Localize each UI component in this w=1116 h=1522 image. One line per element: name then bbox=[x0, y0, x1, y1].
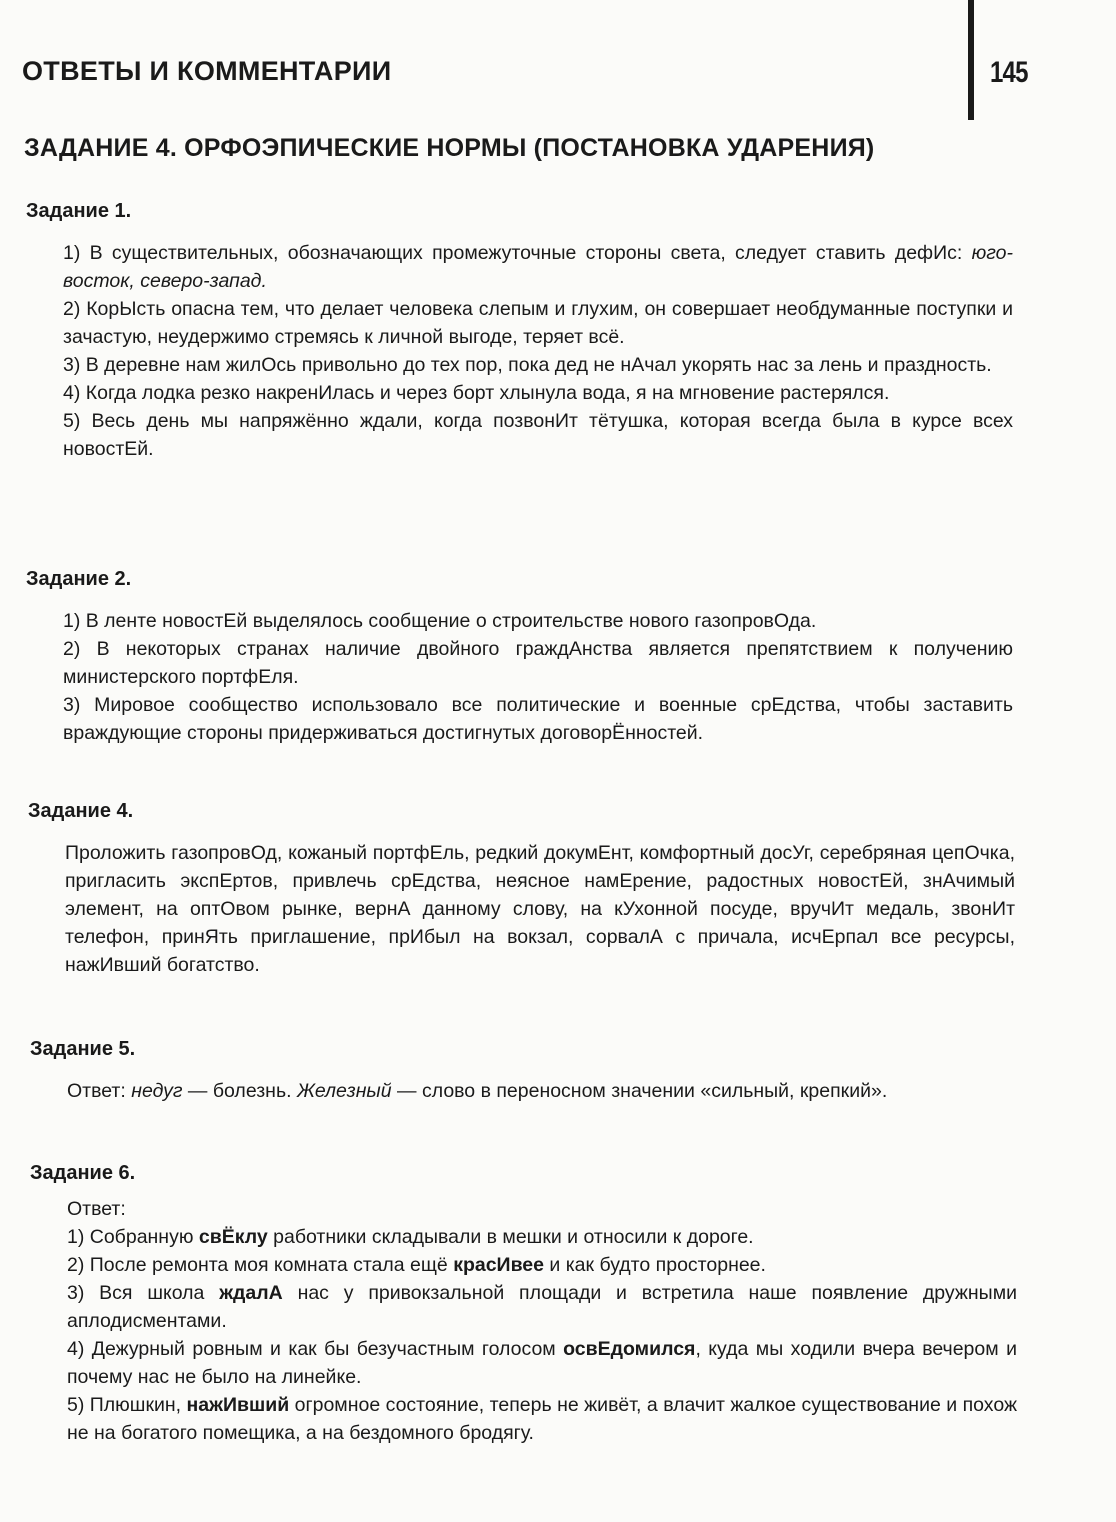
task-2-item: 2) В некоторых странах наличие двойного граждАнства является препятствием к получению министерского портфЕля. bbox=[63, 638, 1013, 688]
task-1-body bbox=[26, 239, 1013, 463]
task-6-body bbox=[30, 1195, 1017, 1447]
running-header: ОТВЕТЫ И КОММЕНТАРИИ bbox=[22, 56, 392, 86]
task-5-body bbox=[30, 1077, 1017, 1105]
task-2 bbox=[26, 568, 1013, 747]
task-6-item-bold: ждалА bbox=[219, 1282, 283, 1304]
task-6-item: 5) Плюшкин, нажИвший огромное состояние, теперь не живёт, а влачит жалкое существование и похож не на богатого помещика, а на бездомного бродягу. bbox=[67, 1394, 1017, 1444]
task-2-heading: Задание 2. bbox=[26, 568, 132, 590]
task-6-item: 2) После ремонта моя комната стала ещё красИвее и как будто просторнее. bbox=[67, 1254, 766, 1276]
task-1 bbox=[26, 200, 1013, 463]
task-5 bbox=[30, 1038, 1017, 1105]
task-1-item: 1) В существительных, обозначающих промежуточные стороны света, следует ставить дефИс: юго-восток, северо-запад. bbox=[63, 242, 1013, 292]
task-4-heading: Задание 4. bbox=[28, 800, 134, 822]
task-4 bbox=[28, 800, 1015, 979]
task-1-item: 5) Весь день мы напряжённо ждали, когда позвонИт тётушка, которая всегда была в курсе всех новостЕй. bbox=[63, 410, 1013, 460]
task-6-item: 1) Собранную свЁклу работники складывали в мешки и относили к дороге. bbox=[67, 1226, 754, 1248]
task-5-term: недуг bbox=[131, 1080, 183, 1102]
task-6-item-bold: нажИвший bbox=[186, 1394, 290, 1416]
task-1-item: 3) В деревне нам жилОсь привольно до тех пор, пока дед не нАчал укорять нас за лень и праздность. bbox=[63, 354, 992, 376]
page-number: 145 bbox=[990, 56, 1028, 89]
task-6-item: 3) Вся школа ждалА нас у привокзальной площади и встретила наше появление дружными аплодисментами. bbox=[67, 1282, 1017, 1332]
task-6-item-bold: свЁклу bbox=[198, 1226, 268, 1248]
task-2-body bbox=[26, 607, 1013, 747]
task-6 bbox=[30, 1162, 1017, 1447]
task-6-item-bold: освЕдомился bbox=[563, 1338, 696, 1360]
task-1-item-italic: юго-восток, северо-запад. bbox=[63, 242, 1013, 292]
task-1-heading: Задание 1. bbox=[26, 200, 132, 222]
task-5-heading: Задание 5. bbox=[30, 1038, 136, 1060]
section-title: ЗАДАНИЕ 4. ОРФОЭПИЧЕСКИЕ НОРМЫ (ПОСТАНОВКА УДАРЕНИЯ) bbox=[24, 134, 875, 162]
task-6-item: 4) Дежурный ровным и как бы безучастным голосом освЕдомился, куда мы ходили вчера вечером и почему нас не было на линейке. bbox=[67, 1338, 1017, 1388]
task-1-item: 2) КорЫсть опасна тем, что делает человека слепым и глухим, он совершает необдуманные поступки и зачастую, неудержимо стремясь к личной выгоде, теряет всё. bbox=[63, 298, 1013, 348]
task-1-item: 4) Когда лодка резко накренИлась и через борт хлынула вода, я на мгновение растерялся. bbox=[63, 382, 890, 404]
task-4-text: Проложить газопровОд, кожаный портфЕль, редкий докумЕнт, комфортный досУг, серебряная цепОчка, пригласить экспЕртов, привлечь срЕдства, неясное намЕрение, радостных новостЕй, знАчимый элемент, на оптОвом рынке, вернА данному слову, на кУхонной посуде, вручИт медаль, звонИт телефон, принЯть приглашение, прИбыл на вокзал, сорвалА с причала, исчЕрпал все ресурсы, нажИвший богатство. bbox=[65, 842, 1015, 976]
task-6-answer-label: Ответ: bbox=[67, 1198, 126, 1220]
task-6-heading: Задание 6. bbox=[30, 1162, 136, 1184]
task-2-item: 1) В ленте новостЕй выделялось сообщение о строительстве нового газопровОда. bbox=[63, 610, 817, 632]
task-5-term: Железный bbox=[296, 1080, 392, 1102]
page-rule bbox=[968, 0, 974, 120]
task-4-body bbox=[28, 839, 1015, 979]
task-6-item-bold: красИвее bbox=[453, 1254, 544, 1276]
task-2-item: 3) Мировое сообщество использовало все политические и военные срЕдства, чтобы заставить враждующие стороны придерживаться достигнутых договорЁнностей. bbox=[63, 694, 1013, 744]
task-5-answer: Ответ: недуг — болезнь. Железный — слово в переносном значении «сильный, крепкий». bbox=[67, 1080, 888, 1102]
